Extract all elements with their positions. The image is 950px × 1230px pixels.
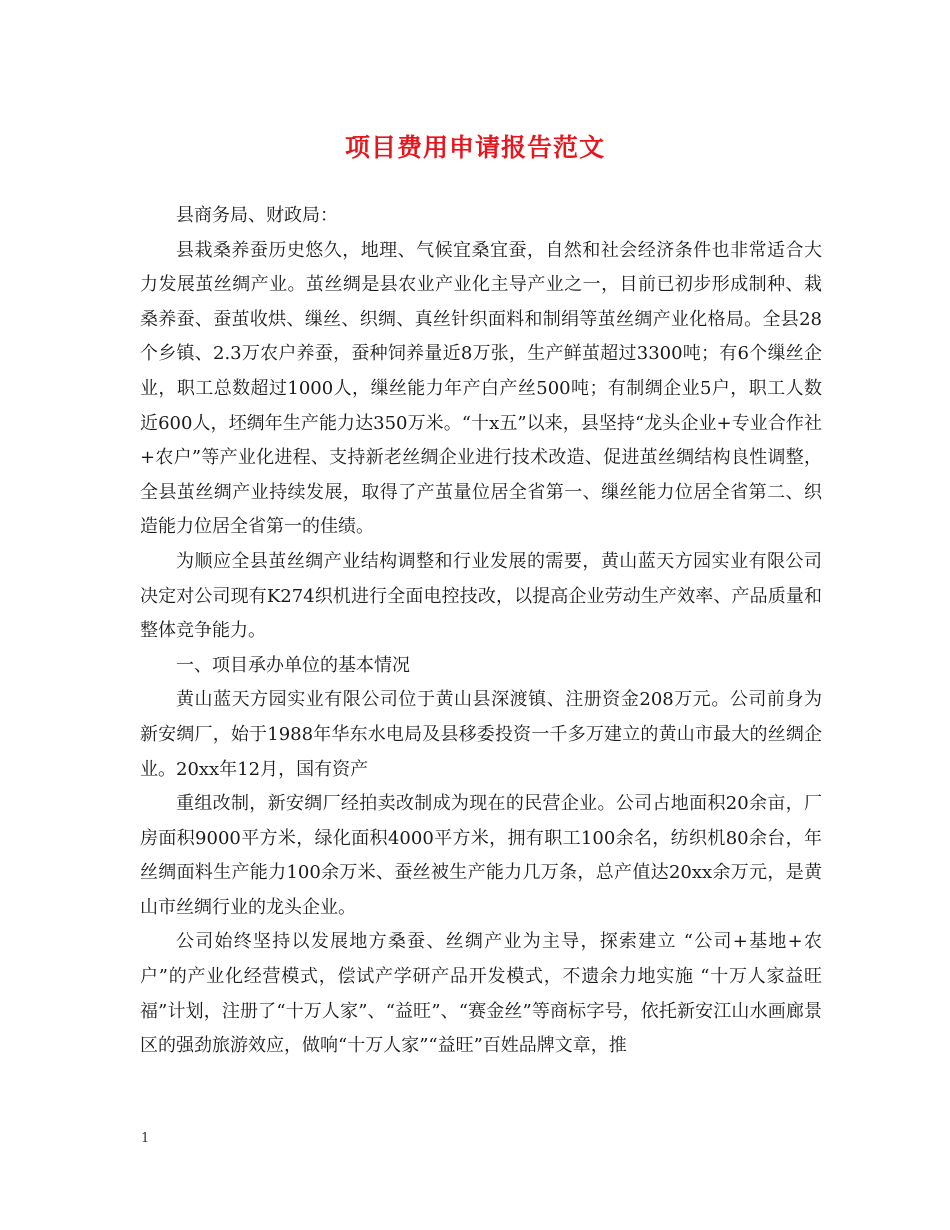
paragraph-company-location: 黄山蓝天方园实业有限公司位于黄山县深渡镇、注册资金208万元。公司前身为新安绸厂，始于1988年华东水电局及县移委投资一千多万建立的黄山市最大的丝绸企业。20xx年12月，国有资产 <box>140 689 822 780</box>
salutation: 县商务局、财政局： <box>176 205 338 226</box>
document-body <box>140 199 822 1064</box>
paragraph-industry-overview: 县栽桑养蚕历史悠久，地理、气候宜桑宜蚕，自然和社会经济条件也非常适合大力发展茧丝绸产业。茧丝绸是县农业产业化主导产业之一，目前已初步形成制种、栽桑养蚕、蚕茧收烘、缫丝、织绸、真丝针织面料和制绢等茧丝绸产业化格局。全县28个乡镇、2.3万农户养蚕，蚕种饲养量近8万张，生产鲜茧超过3300吨；有6个缫丝企业，职工总数超过1000人，缫丝能力年产白产丝500吨；有制绸企业5户，职工人数近600人，坯绸年生产能力达350万米。“十x五”以来，县坚持“龙头企业+专业合作社+农户”等产业化进程、支持新老丝绸企业进行技术改造、促进茧丝绸结构良性调整，全县茧丝绸产业持续发展，取得了产茧量位居全省第一、缫丝能力位居全省第二、织造能力位居全省第一的佳绩。 <box>140 239 822 538</box>
paragraph-company-restructure: 重组改制，新安绸厂经拍卖改制成为现在的民营企业。公司占地面积20余亩，厂房面积9000平方米，绿化面积4000平方米，拥有职工100余名，纺织机80余台，年丝绸面料生产能力100余万米、蚕丝被生产能力几万条，总产值达20xx余万元，是黄山市丝绸行业的龙头企业。 <box>140 793 822 918</box>
paragraph-company-strategy: 公司始终坚持以发展地方桑蚕、丝绸产业为主导，探索建立 “公司+基地+农户”的产业化经营模式，偿试产学研产品开发模式，不遗余力地实施 “十万人家益旺福”计划，注册了“十万人家”、“益旺”、“赛金丝”等商标字号，依托新安江山水画廊景区的强劲旅游效应，做响“十万人家”“益旺”百姓品牌文章，推 <box>140 931 822 1057</box>
section-heading-basic-info: 一、项目承办单位的基本情况 <box>176 654 410 676</box>
document-title: 项目费用申请报告范文 <box>344 133 605 162</box>
paragraph-project-purpose: 为顺应全县茧丝绸产业结构调整和行业发展的需要，黄山蓝天方园实业有限公司决定对公司现有K274织机进行全面电控技改，以提高企业劳动生产效率、产品质量和整体竞争能力。 <box>140 550 822 642</box>
page-number: 1 <box>141 1131 150 1146</box>
